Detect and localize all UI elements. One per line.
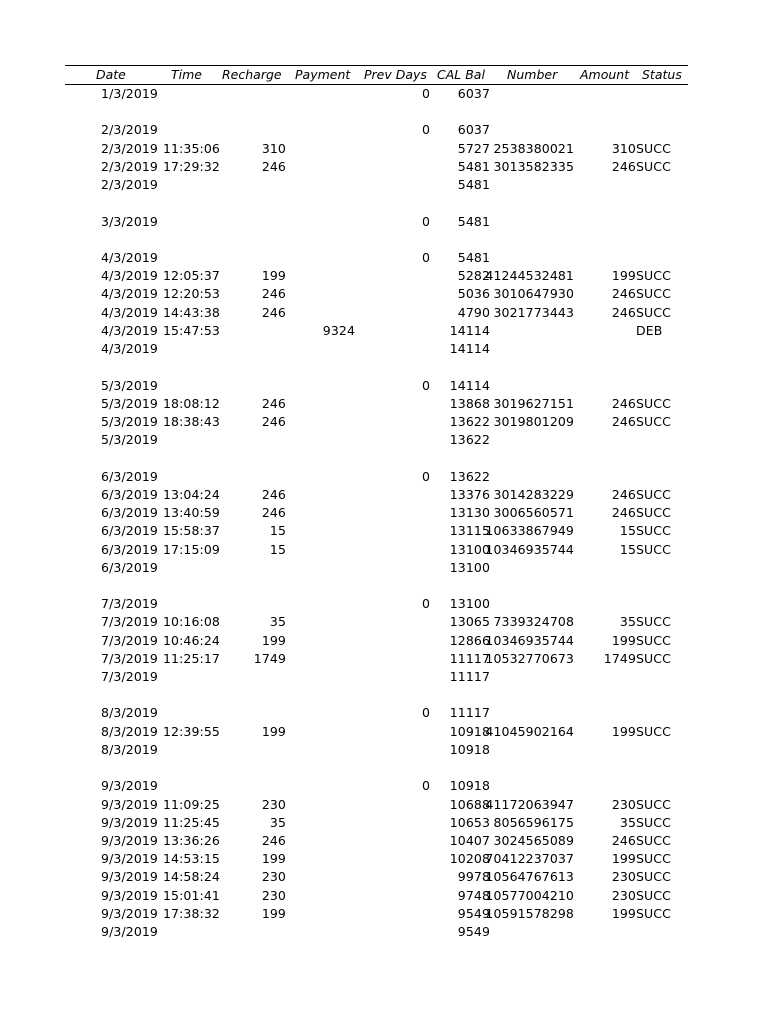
table-row — [0, 213, 768, 231]
cell-cal-bal: 14114 — [449, 322, 490, 338]
cell-date: 9/3/2019 — [101, 833, 158, 849]
cell-status: SUCC — [636, 650, 671, 666]
cell-date: 9/3/2019 — [101, 887, 158, 903]
cell-amount: 230 — [611, 869, 636, 885]
table-row — [0, 887, 768, 905]
cell-cal-bal: 13100 — [449, 596, 490, 612]
cell-recharge: 199 — [261, 723, 286, 739]
cell-date: 9/3/2019 — [101, 869, 158, 885]
cell-amount: 15 — [619, 523, 636, 539]
cell-status: SUCC — [636, 268, 671, 284]
cell-cal-bal: 11117 — [449, 705, 490, 721]
cell-status: SUCC — [636, 413, 671, 429]
cell-cal-bal: 5481 — [457, 213, 490, 229]
cell-date: 1/3/2019 — [101, 86, 158, 101]
cell-number: 10346935744 — [485, 541, 574, 557]
cell-cal-bal: 4790 — [457, 304, 490, 320]
cell-date: 4/3/2019 — [101, 286, 158, 302]
cell-cal-bal: 11117 — [449, 650, 490, 666]
cell-recharge: 246 — [261, 158, 286, 174]
cell-date: 6/3/2019 — [101, 559, 158, 575]
cell-number: 2538380021 — [493, 140, 574, 156]
table-row — [0, 431, 768, 449]
cell-number: 70412237037 — [485, 851, 574, 867]
table-row — [0, 613, 768, 631]
cell-cal-bal: 9978 — [457, 869, 490, 885]
cell-number: 10346935744 — [485, 632, 574, 648]
table-row — [0, 140, 768, 158]
cell-number: 3024565089 — [493, 833, 574, 849]
cell-cal-bal: 10918 — [449, 741, 490, 757]
cell-cal-bal: 5727 — [457, 140, 490, 156]
cell-time: 18:08:12 — [163, 395, 220, 411]
cell-cal-bal: 13100 — [449, 541, 490, 557]
table-row — [0, 668, 768, 686]
cell-date: 4/3/2019 — [101, 249, 158, 265]
cell-cal-bal: 9748 — [457, 887, 490, 903]
cell-date: 5/3/2019 — [101, 395, 158, 411]
cell-amount: 199 — [611, 723, 636, 739]
cell-time: 11:25:17 — [163, 650, 220, 666]
cell-recharge: 15 — [269, 541, 286, 557]
cell-number: 3006560571 — [493, 505, 574, 521]
cell-status: SUCC — [636, 833, 671, 849]
cell-cal-bal: 13376 — [449, 486, 490, 502]
header-date: Date — [96, 67, 126, 82]
cell-date: 2/3/2019 — [101, 158, 158, 174]
cell-time: 17:29:32 — [163, 158, 220, 174]
cell-date: 5/3/2019 — [101, 413, 158, 429]
cell-number: 10633867949 — [485, 523, 574, 539]
cell-date: 9/3/2019 — [101, 924, 158, 940]
cell-cal-bal: 13100 — [449, 559, 490, 575]
table-row — [0, 85, 768, 103]
cell-time: 14:58:24 — [163, 869, 220, 885]
table-row — [0, 723, 768, 741]
cell-amount: 246 — [611, 395, 636, 411]
cell-recharge: 35 — [269, 814, 286, 830]
cell-prev-days: 0 — [421, 213, 430, 229]
cell-recharge: 310 — [261, 140, 286, 156]
cell-time: 15:01:41 — [163, 887, 220, 903]
header-status: Status — [642, 67, 682, 82]
cell-cal-bal: 11117 — [449, 669, 490, 685]
cell-status: SUCC — [636, 486, 671, 502]
cell-number: 41045902164 — [485, 723, 574, 739]
cell-cal-bal: 5481 — [457, 158, 490, 174]
cell-amount: 310 — [611, 140, 636, 156]
cell-cal-bal: 13065 — [449, 614, 490, 630]
header-cal-bal: CAL Bal — [437, 67, 485, 82]
cell-prev-days: 0 — [421, 249, 430, 265]
cell-status: SUCC — [636, 905, 671, 921]
cell-amount: 15 — [619, 541, 636, 557]
cell-amount: 230 — [611, 887, 636, 903]
cell-number: 10591578298 — [485, 905, 574, 921]
header-recharge: Recharge — [222, 67, 282, 82]
cell-date: 6/3/2019 — [101, 541, 158, 557]
header-amount: Amount — [580, 67, 630, 82]
cell-cal-bal: 12866 — [449, 632, 490, 648]
table-row — [0, 340, 768, 358]
cell-status: SUCC — [636, 286, 671, 302]
cell-time: 15:58:37 — [163, 523, 220, 539]
table-row — [0, 704, 768, 722]
cell-cal-bal: 5481 — [457, 249, 490, 265]
cell-date: 3/3/2019 — [101, 213, 158, 229]
cell-cal-bal: 9549 — [457, 905, 490, 921]
table-row — [0, 632, 768, 650]
cell-date: 8/3/2019 — [101, 741, 158, 757]
cell-cal-bal: 10208 — [449, 851, 490, 867]
cell-recharge: 35 — [269, 614, 286, 630]
cell-status: SUCC — [636, 395, 671, 411]
cell-time: 11:25:45 — [163, 814, 220, 830]
cell-recharge: 199 — [261, 905, 286, 921]
cell-number: 41244532481 — [485, 268, 574, 284]
cell-cal-bal: 10653 — [449, 814, 490, 830]
cell-time: 17:15:09 — [163, 541, 220, 557]
table-row — [0, 541, 768, 559]
cell-prev-days: 0 — [421, 468, 430, 484]
cell-date: 5/3/2019 — [101, 377, 158, 393]
cell-recharge: 246 — [261, 286, 286, 302]
cell-time: 11:35:06 — [163, 140, 220, 156]
cell-amount: 199 — [611, 851, 636, 867]
cell-date: 9/3/2019 — [101, 851, 158, 867]
cell-time: 15:47:53 — [163, 322, 220, 338]
cell-recharge: 15 — [269, 523, 286, 539]
cell-number: 8056596175 — [493, 814, 574, 830]
table-row — [0, 504, 768, 522]
cell-payment: 9324 — [322, 322, 355, 338]
table-row — [0, 777, 768, 795]
cell-prev-days: 0 — [421, 86, 430, 101]
cell-recharge: 246 — [261, 304, 286, 320]
cell-prev-days: 0 — [421, 778, 430, 794]
cell-cal-bal: 10407 — [449, 833, 490, 849]
cell-recharge: 246 — [261, 505, 286, 521]
cell-amount: 246 — [611, 505, 636, 521]
cell-cal-bal: 9549 — [457, 924, 490, 940]
cell-amount: 230 — [611, 796, 636, 812]
cell-amount: 246 — [611, 286, 636, 302]
table-row — [0, 741, 768, 759]
cell-date: 7/3/2019 — [101, 596, 158, 612]
header-payment: Payment — [295, 67, 351, 82]
cell-cal-bal: 10688 — [449, 796, 490, 812]
cell-amount: 246 — [611, 833, 636, 849]
cell-prev-days: 0 — [421, 122, 430, 138]
cell-cal-bal: 13622 — [449, 432, 490, 448]
cell-time: 17:38:32 — [163, 905, 220, 921]
cell-recharge: 1749 — [253, 650, 286, 666]
table-row — [0, 832, 768, 850]
table-row — [0, 158, 768, 176]
cell-recharge: 230 — [261, 869, 286, 885]
cell-time: 14:43:38 — [163, 304, 220, 320]
cell-number: 3021773443 — [493, 304, 574, 320]
cell-amount: 246 — [611, 413, 636, 429]
cell-cal-bal: 13130 — [449, 505, 490, 521]
header-number: Number — [507, 67, 558, 82]
cell-cal-bal: 10918 — [449, 778, 490, 794]
cell-date: 4/3/2019 — [101, 341, 158, 357]
cell-date: 8/3/2019 — [101, 705, 158, 721]
cell-cal-bal: 6037 — [457, 86, 490, 101]
cell-time: 18:38:43 — [163, 413, 220, 429]
table-row — [0, 559, 768, 577]
cell-cal-bal: 5282 — [457, 268, 490, 284]
cell-recharge: 199 — [261, 851, 286, 867]
table-row — [0, 923, 768, 941]
cell-status: SUCC — [636, 814, 671, 830]
cell-date: 2/3/2019 — [101, 122, 158, 138]
table-row — [0, 796, 768, 814]
cell-prev-days: 0 — [421, 377, 430, 393]
cell-status: SUCC — [636, 851, 671, 867]
cell-number: 3014283229 — [493, 486, 574, 502]
table-row — [0, 468, 768, 486]
cell-cal-bal: 13622 — [449, 413, 490, 429]
cell-cal-bal: 13115 — [449, 523, 490, 539]
cell-cal-bal: 13868 — [449, 395, 490, 411]
cell-status: SUCC — [636, 887, 671, 903]
cell-status: SUCC — [636, 632, 671, 648]
cell-date: 6/3/2019 — [101, 468, 158, 484]
cell-cal-bal: 10918 — [449, 723, 490, 739]
cell-recharge: 246 — [261, 413, 286, 429]
cell-date: 4/3/2019 — [101, 322, 158, 338]
cell-date: 6/3/2019 — [101, 486, 158, 502]
table-row — [0, 267, 768, 285]
cell-time: 11:09:25 — [163, 796, 220, 812]
cell-date: 6/3/2019 — [101, 523, 158, 539]
cell-date: 7/3/2019 — [101, 614, 158, 630]
cell-date: 2/3/2019 — [101, 177, 158, 193]
cell-cal-bal: 14114 — [449, 341, 490, 357]
table-row — [0, 486, 768, 504]
cell-cal-bal: 6037 — [457, 122, 490, 138]
cell-number: 3019627151 — [493, 395, 574, 411]
cell-cal-bal: 5481 — [457, 177, 490, 193]
cell-date: 4/3/2019 — [101, 304, 158, 320]
table-row — [0, 814, 768, 832]
cell-status: SUCC — [636, 869, 671, 885]
cell-number: 10577004210 — [485, 887, 574, 903]
cell-time: 10:16:08 — [163, 614, 220, 630]
cell-date: 7/3/2019 — [101, 650, 158, 666]
header-top-rule — [65, 65, 688, 66]
cell-recharge: 199 — [261, 268, 286, 284]
cell-amount: 199 — [611, 632, 636, 648]
cell-status: SUCC — [636, 723, 671, 739]
cell-prev-days: 0 — [421, 705, 430, 721]
cell-date: 4/3/2019 — [101, 268, 158, 284]
table-row — [0, 650, 768, 668]
cell-cal-bal: 5036 — [457, 286, 490, 302]
cell-amount: 246 — [611, 304, 636, 320]
table-row — [0, 522, 768, 540]
cell-date: 8/3/2019 — [101, 723, 158, 739]
cell-status: SUCC — [636, 140, 671, 156]
cell-recharge: 246 — [261, 833, 286, 849]
cell-date: 9/3/2019 — [101, 796, 158, 812]
table-row — [0, 595, 768, 613]
cell-recharge: 246 — [261, 395, 286, 411]
cell-amount: 246 — [611, 158, 636, 174]
cell-date: 9/3/2019 — [101, 905, 158, 921]
cell-amount: 199 — [611, 905, 636, 921]
cell-amount: 246 — [611, 486, 636, 502]
cell-number: 3010647930 — [493, 286, 574, 302]
cell-prev-days: 0 — [421, 596, 430, 612]
cell-number: 41172063947 — [485, 796, 574, 812]
cell-time: 14:53:15 — [163, 851, 220, 867]
cell-status: SUCC — [636, 796, 671, 812]
cell-number: 3013582335 — [493, 158, 574, 174]
cell-time: 13:36:26 — [163, 833, 220, 849]
table-row — [0, 322, 768, 340]
table-row — [0, 850, 768, 868]
cell-time: 13:40:59 — [163, 505, 220, 521]
cell-time: 13:04:24 — [163, 486, 220, 502]
cell-date: 2/3/2019 — [101, 140, 158, 156]
cell-time: 12:05:37 — [163, 268, 220, 284]
cell-recharge: 230 — [261, 887, 286, 903]
table-row — [0, 304, 768, 322]
cell-status: SUCC — [636, 614, 671, 630]
table-row — [0, 377, 768, 395]
cell-recharge: 230 — [261, 796, 286, 812]
table-row — [0, 905, 768, 923]
cell-date: 9/3/2019 — [101, 778, 158, 794]
cell-amount: 35 — [619, 814, 636, 830]
cell-amount: 199 — [611, 268, 636, 284]
cell-date: 5/3/2019 — [101, 432, 158, 448]
cell-date: 7/3/2019 — [101, 632, 158, 648]
cell-cal-bal: 14114 — [449, 377, 490, 393]
header-time: Time — [171, 67, 202, 82]
table-row — [0, 249, 768, 267]
cell-number: 3019801209 — [493, 413, 574, 429]
cell-status: DEB — [636, 322, 663, 338]
cell-cal-bal: 13622 — [449, 468, 490, 484]
table-row — [0, 176, 768, 194]
cell-date: 6/3/2019 — [101, 505, 158, 521]
cell-amount: 1749 — [603, 650, 636, 666]
cell-time: 12:20:53 — [163, 286, 220, 302]
table-row — [0, 395, 768, 413]
table-row — [0, 121, 768, 139]
cell-number: 10532770673 — [485, 650, 574, 666]
table-row — [0, 868, 768, 886]
cell-status: SUCC — [636, 523, 671, 539]
cell-time: 10:46:24 — [163, 632, 220, 648]
cell-amount: 35 — [619, 614, 636, 630]
cell-status: SUCC — [636, 541, 671, 557]
cell-status: SUCC — [636, 505, 671, 521]
cell-time: 12:39:55 — [163, 723, 220, 739]
cell-recharge: 246 — [261, 486, 286, 502]
header-prev-days: Prev Days — [364, 67, 427, 82]
cell-date: 7/3/2019 — [101, 669, 158, 685]
cell-date: 9/3/2019 — [101, 814, 158, 830]
table-row — [0, 285, 768, 303]
cell-number: 10564767613 — [485, 869, 574, 885]
cell-recharge: 199 — [261, 632, 286, 648]
cell-status: SUCC — [636, 304, 671, 320]
cell-number: 7339324708 — [493, 614, 574, 630]
table-row — [0, 413, 768, 431]
cell-status: SUCC — [636, 158, 671, 174]
